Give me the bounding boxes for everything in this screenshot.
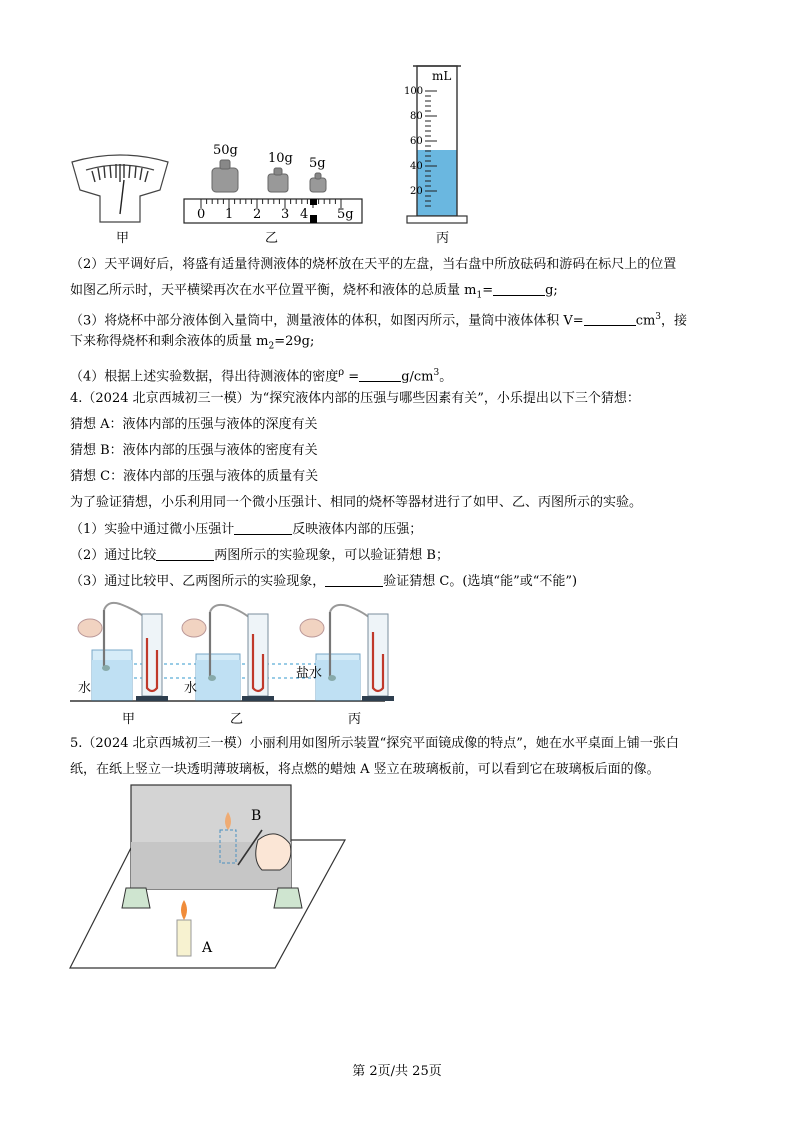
weight-label-50g: 50g xyxy=(213,143,238,158)
q3-part2-equals: = xyxy=(482,283,494,298)
q3-part2-line2 xyxy=(70,282,558,305)
q4-sub2 xyxy=(70,547,449,565)
q4-sub1-pre: （1）实验中通过微小压强计 xyxy=(70,522,235,537)
m1-subscript: 1 xyxy=(476,290,483,301)
answer-blank-q4-1[interactable] xyxy=(234,522,292,535)
figure2-label-yi: 乙 xyxy=(230,712,244,727)
cylinder-tick-80: 80 xyxy=(410,111,423,122)
q4-guess-b: 猜想 B：液体内部的压强与液体的密度有关 xyxy=(70,443,318,458)
candle-label-a: A xyxy=(202,940,213,956)
cylinder-unit: mL xyxy=(432,69,452,83)
cylinder-tick-40: 40 xyxy=(410,161,423,172)
q4-sub3 xyxy=(70,573,577,591)
figure-label-yi: 乙 xyxy=(265,231,279,246)
cylinder-tick-20: 20 xyxy=(410,186,423,197)
q3-part3-line2 xyxy=(70,333,314,356)
weight-5g xyxy=(310,178,326,192)
balance-dial-figure xyxy=(0,0,794,260)
q3-part4-text: （4）根据上述实验数据，得出待测液体的密度 xyxy=(70,369,339,385)
plane-mirror-figure xyxy=(0,780,794,980)
scale-tick-1: 1 xyxy=(225,207,234,222)
q5-line1: 5.（2024 北京西城初三一模）小丽利用如图所示装置“探究平面镜成像的特点”，她在水平桌面上铺一张白 xyxy=(70,736,679,751)
figure-label-jia: 甲 xyxy=(116,231,130,246)
rider-scale xyxy=(184,199,362,223)
answer-blank-volume[interactable] xyxy=(584,313,636,326)
cylinder-tick-100: 100 xyxy=(404,86,424,97)
q3-part3-line1 xyxy=(70,308,687,330)
q4-intro: 4.（2024 北京西城初三一模）为“探究液体内部的压强与哪些因素有关”，小乐提出以下三个猜想： xyxy=(70,391,640,406)
q4-sub2-post: 两图所示的实验现象，可以验证猜想 B； xyxy=(214,548,449,563)
q4-sub3-pre: （3）通过比较甲、乙两图所示的实验现象， xyxy=(70,574,326,589)
q3-part2-line1: （2）天平调好后，将盛有适量待测液体的烧杯放在天平的左盘，当右盘中所放砝码和游码在标尺上的位置 xyxy=(70,257,677,272)
setup-bing xyxy=(300,605,394,701)
scale-tick-2: 2 xyxy=(253,207,262,222)
water-label-2: 水 xyxy=(184,681,198,696)
q3-part4-end: 。 xyxy=(439,369,453,385)
page-footer: 第 2页/共 25页 xyxy=(352,1064,442,1079)
figure-label-bing: 丙 xyxy=(436,231,450,246)
q3-part3-end: ，接 xyxy=(661,313,688,329)
q4-guess-c: 猜想 C：液体内部的压强与液体的质量有关 xyxy=(70,469,319,484)
q3-part4-unit-sup: 3 xyxy=(433,368,440,378)
q5-line2: 纸，在纸上竖立一块透明薄玻璃板，将点燃的蜡烛 A 竖立在玻璃板前，可以看到它在玻璃板后面的像。 xyxy=(70,762,660,777)
q4-verify: 为了验证猜想，小乐利用同一个微小压强计、相同的烧杯等器材进行了如甲、乙、丙图所示的实验。 xyxy=(70,495,643,510)
balance-pointer-dial xyxy=(72,155,168,222)
rider-marker xyxy=(310,199,317,205)
q4-sub1-post: 反映液体内部的压强； xyxy=(292,522,423,537)
pressure-experiment-figure xyxy=(0,598,794,738)
q3-part4-line xyxy=(70,364,452,386)
q3-part2-text: 如图乙所示时，天平横梁再次在水平位置平衡，烧杯和液体的总质量 m xyxy=(70,283,477,298)
weight-50g xyxy=(212,168,238,192)
figure2-label-jia: 甲 xyxy=(122,712,136,727)
scale-tick-0: 0 xyxy=(197,207,206,222)
q4-sub1 xyxy=(70,521,422,539)
setup-jia xyxy=(78,603,168,701)
q4-sub3-post: 验证猜想 C。(选填“能”或“不能”) xyxy=(383,574,578,589)
candle-label-b: B xyxy=(251,808,262,824)
q3-part2-unit: g; xyxy=(545,283,558,298)
answer-blank-q4-3[interactable] xyxy=(325,574,383,587)
q3-part3-text: （3）将烧杯中部分液体倒入量筒中，测量液体的体积，如图丙所示，量筒中液体体积 V= xyxy=(70,313,584,329)
scale-tick-5g: 5g xyxy=(337,207,354,222)
m2-subscript: 2 xyxy=(268,341,275,352)
saltwater-label: 盐水 xyxy=(296,666,323,681)
candle-a xyxy=(177,920,191,956)
q4-guess-a: 猜想 A：液体内部的压强与液体的深度有关 xyxy=(70,417,318,432)
weight-label-10g: 10g xyxy=(268,151,293,166)
q3-part3-m2-value: =29g; xyxy=(274,334,315,349)
answer-blank-q4-2[interactable] xyxy=(156,548,214,561)
scale-tick-4: 4 xyxy=(300,207,309,222)
answer-blank-density[interactable] xyxy=(359,369,401,382)
scale-tick-3: 3 xyxy=(281,207,290,222)
q4-sub2-pre: （2）通过比较 xyxy=(70,548,157,563)
cylinder-tick-60: 60 xyxy=(410,136,423,147)
weight-label-5g: 5g xyxy=(309,156,326,171)
q3-part3-unit: cm xyxy=(635,313,656,329)
figure2-label-bing: 丙 xyxy=(348,712,362,727)
water-label-1: 水 xyxy=(78,681,92,696)
q3-part4-equals: = xyxy=(344,369,360,385)
weight-10g xyxy=(268,174,288,192)
q3-part3-text2: 下来称得烧杯和剩余液体的质量 m xyxy=(70,334,269,349)
q3-part3-unit-sup: 3 xyxy=(655,312,662,322)
rho-symbol: ρ xyxy=(338,367,345,378)
q3-part4-unit: g/cm xyxy=(401,369,434,385)
answer-blank-m1[interactable] xyxy=(493,283,545,296)
